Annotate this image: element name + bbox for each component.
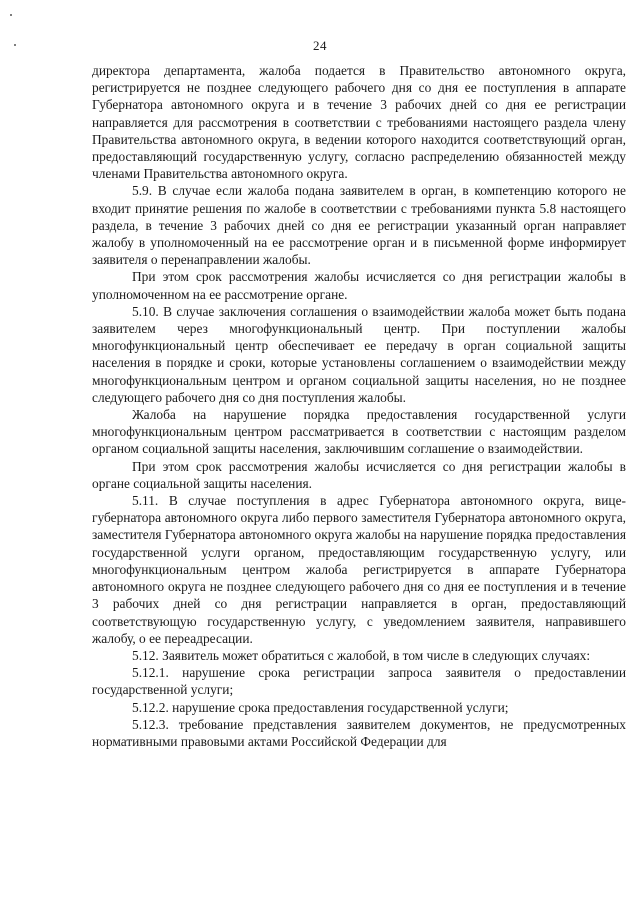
paragraph-5-12-3: 5.12.3. требование представления заявителем документов, не предусмотренных нормативными правовыми актами Российской Федерации для xyxy=(92,716,626,749)
paragraph-5-10-complaint: Жалоба на нарушение порядка предоставления государственной услуги многофункциональным центром рассматривается в соответствии с настоящим разделом органом социальной защиты населения, заключившим соглашение о взаимодействии. xyxy=(92,407,626,457)
paragraph-5-10-term: При этом срок рассмотрения жалобы исчисляется со дня регистрации жалобы в органе социальной защиты населения. xyxy=(92,458,626,491)
paragraph-5-9-term: При этом срок рассмотрения жалобы исчисляется со дня регистрации жалобы в уполномоченном на ее рассмотрение органе. xyxy=(92,269,626,302)
paragraph-5-10: 5.10. В случае заключения соглашения о взаимодействии жалоба может быть подана заявителем через многофункциональный центр. При поступлении жалобы многофункциональный центр обеспечивает ее передачу в орган социальной защиты населения в порядке и сроки, которые установлены соглашением о взаимодействии между многофункциональным центром и органом социальной защиты населения, но не позднее следующего рабочего дня со дня поступления жалобы. xyxy=(92,303,626,405)
paragraph-5-12-1: 5.12.1. нарушение срока регистрации запроса заявителя о предоставлении государственной услуги; xyxy=(92,665,626,698)
scan-speck xyxy=(10,14,12,16)
paragraph-5-11: 5.11. В случае поступления в адрес Губернатора автономного округа, вице-губернатора автономного округа либо первого заместителя Губернатора автономного округа, заместителя Губернатора автономного округа жалобы на нарушение порядка предоставления государственной услуги органом, предоставляющим государственную услугу, или многофункциональным центром жалоба регистрируется в аппарате Губернатора автономного округа не позднее следующего рабочего дня со дня ее поступления и в течение 3 рабочих дней со дня регистрации направляется в орган, предоставляющий соответствующую государственную услугу, с уведомлением заявителя, направившего жалобу, о ее переадресации. xyxy=(92,493,626,646)
document-body xyxy=(92,62,626,750)
paragraph-5-9: 5.9. В случае если жалоба подана заявителем в орган, в компетенцию которого не входит принятие решения по жалобе в соответствии с требованиями пункта 5.8 настоящего раздела, в течение 3 рабочих дней со дня ее регистрации указанный орган направляет жалобу в уполномоченный на ее рассмотрение орган и в письменной форме информирует заявителя о перенаправлении жалобы. xyxy=(92,183,626,268)
paragraph-5-12-2: 5.12.2. нарушение срока предоставления государственной услуги; xyxy=(132,699,509,715)
paragraph-5-12: 5.12. Заявитель может обратиться с жалобой, в том числе в следующих случаях: xyxy=(132,647,591,663)
page-number: 24 xyxy=(313,38,327,53)
paragraph-continuation: директора департамента, жалоба подается в Правительство автономного округа, регистрируется не позднее следующего рабочего дня со дня ее поступления в аппарате Губернатора автономного округа и в течение 3 рабочих дней со дня ее регистрации направляется для рассмотрения в соответствии с требованиями настоящего раздела члену Правительства автономного округа, в ведении которого находится соответствующий орган, предоставляющий государственную услугу, согласно распределению обязанностей между членами Правительства автономного округа. xyxy=(92,63,626,182)
